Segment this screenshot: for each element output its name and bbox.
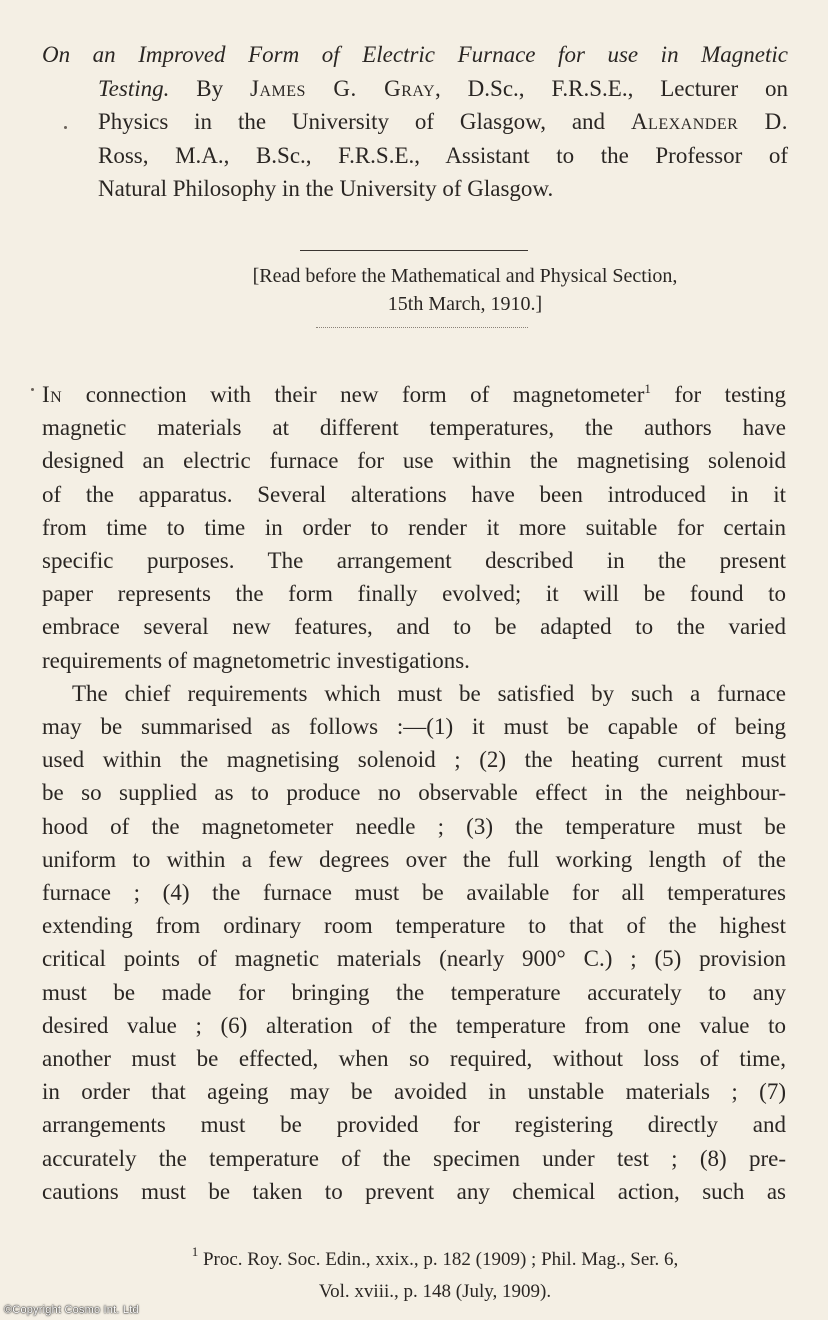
paragraph-2-line: hood of the magnetometer needle ; (3) the temperature must be xyxy=(42,813,786,839)
article-body xyxy=(42,372,786,1208)
title-line-3: Physics in the University of Glasgow, and Alexander D. xyxy=(98,109,788,134)
title-line-4: Ross, M.A., B.Sc., F.R.S.E., Assistant to the Professor of xyxy=(98,142,788,168)
paragraph-1-line: requirements of magnetometric investigations. xyxy=(42,647,470,673)
article-title xyxy=(42,38,788,206)
author-name-ross: Alexander D. xyxy=(630,109,788,134)
paragraph-2-line: be so supplied as to produce no observable effect in the neighbour- xyxy=(42,780,786,806)
footnote-mark: 1 xyxy=(191,1244,199,1259)
paragraph-2-line: must be made for bringing the temperature accurately to any xyxy=(42,979,786,1005)
print-speck xyxy=(64,126,67,129)
title-line-2: Testing. By James G. Gray, D.Sc., F.R.S.E., Lecturer on xyxy=(98,75,789,101)
paragraph-1-line: specific purposes. The arrangement described in the present xyxy=(42,548,786,574)
paragraph-1-line: from time to time in order to render it more suitable for certain xyxy=(42,514,786,540)
note-separator-rule xyxy=(316,327,528,328)
paragraph-2-line: arrangements must be provided for registering directly and xyxy=(42,1112,786,1138)
paragraph-2-line: desired value ; (6) alteration of the temperature from one value to xyxy=(42,1012,786,1038)
author-name-gray: James G. Gray xyxy=(250,75,436,101)
title-line-5: Natural Philosophy in the University of Glasgow. xyxy=(98,176,554,201)
paragraph-2-line: accurately the temperature of the specimen under test ; (8) pre- xyxy=(42,1145,786,1171)
paragraph-2-line: The chief requirements which must be satisfied by such a furnace xyxy=(72,680,786,706)
paragraph-2-line: another must be effected, when so required, without loss of time, xyxy=(42,1046,786,1072)
print-speck xyxy=(31,388,34,391)
footnote-reference: 1 xyxy=(644,381,651,396)
paragraph-2-line: uniform to within a few degrees over the full working length of the xyxy=(42,846,786,872)
paragraph-1-line: designed an electric furnace for use within the magnetising solenoid xyxy=(42,448,786,474)
paragraph-2-line: used within the magnetising solenoid ; (2) the heating current must xyxy=(42,747,786,773)
paragraph-1-line: paper represents the form finally evolved; it will be found to xyxy=(42,581,786,607)
paragraph-2-line: critical points of magnetic materials (nearly 900° C.) ; (5) provision xyxy=(42,946,786,972)
footnote xyxy=(90,1236,780,1308)
paragraph-2-line: may be summarised as follows :—(1) it must be capable of being xyxy=(42,714,786,740)
footnote-line-2: Vol. xviii., p. 148 (July, 1909). xyxy=(318,1281,552,1302)
paragraph-1-line: magnetic materials at different temperatures, the authors have xyxy=(42,415,786,441)
paragraph-2-line: in order that ageing may be avoided in unstable materials ; (7) xyxy=(42,1079,786,1105)
copyright-watermark: ©Copyright Cosmo Int. Ltd xyxy=(4,1304,139,1316)
read-before-note: [Read before the Mathematical and Physical Section, 15th March, 1910.] xyxy=(252,265,678,315)
paragraph-1-line: of the apparatus. Several alterations have been introduced in it xyxy=(42,481,786,507)
title-line-1: On an Improved Form of Electric Furnace for use in Magnetic xyxy=(42,42,788,67)
paragraph-1-line: embrace several new features, and to be adapted to the varied xyxy=(42,614,786,640)
paragraph-2-line: furnace ; (4) the furnace must be available for all temperatures xyxy=(42,880,786,906)
paragraph-2-line: extending from ordinary room temperature to that of the highest xyxy=(42,913,786,939)
paragraph-2-line: cautions must be taken to prevent any chemical action, such as xyxy=(42,1178,786,1204)
footnote-line-1: $^1$ Proc. Roy. Soc. Edin., xxix., p. 182 (1909) ; Phil. Mag., Ser. 6, xyxy=(191,1244,679,1270)
title-separator-rule xyxy=(300,250,528,251)
paragraph-1-line-1: In connection with their new form of magnetometer$^1$ for testing xyxy=(42,381,787,407)
